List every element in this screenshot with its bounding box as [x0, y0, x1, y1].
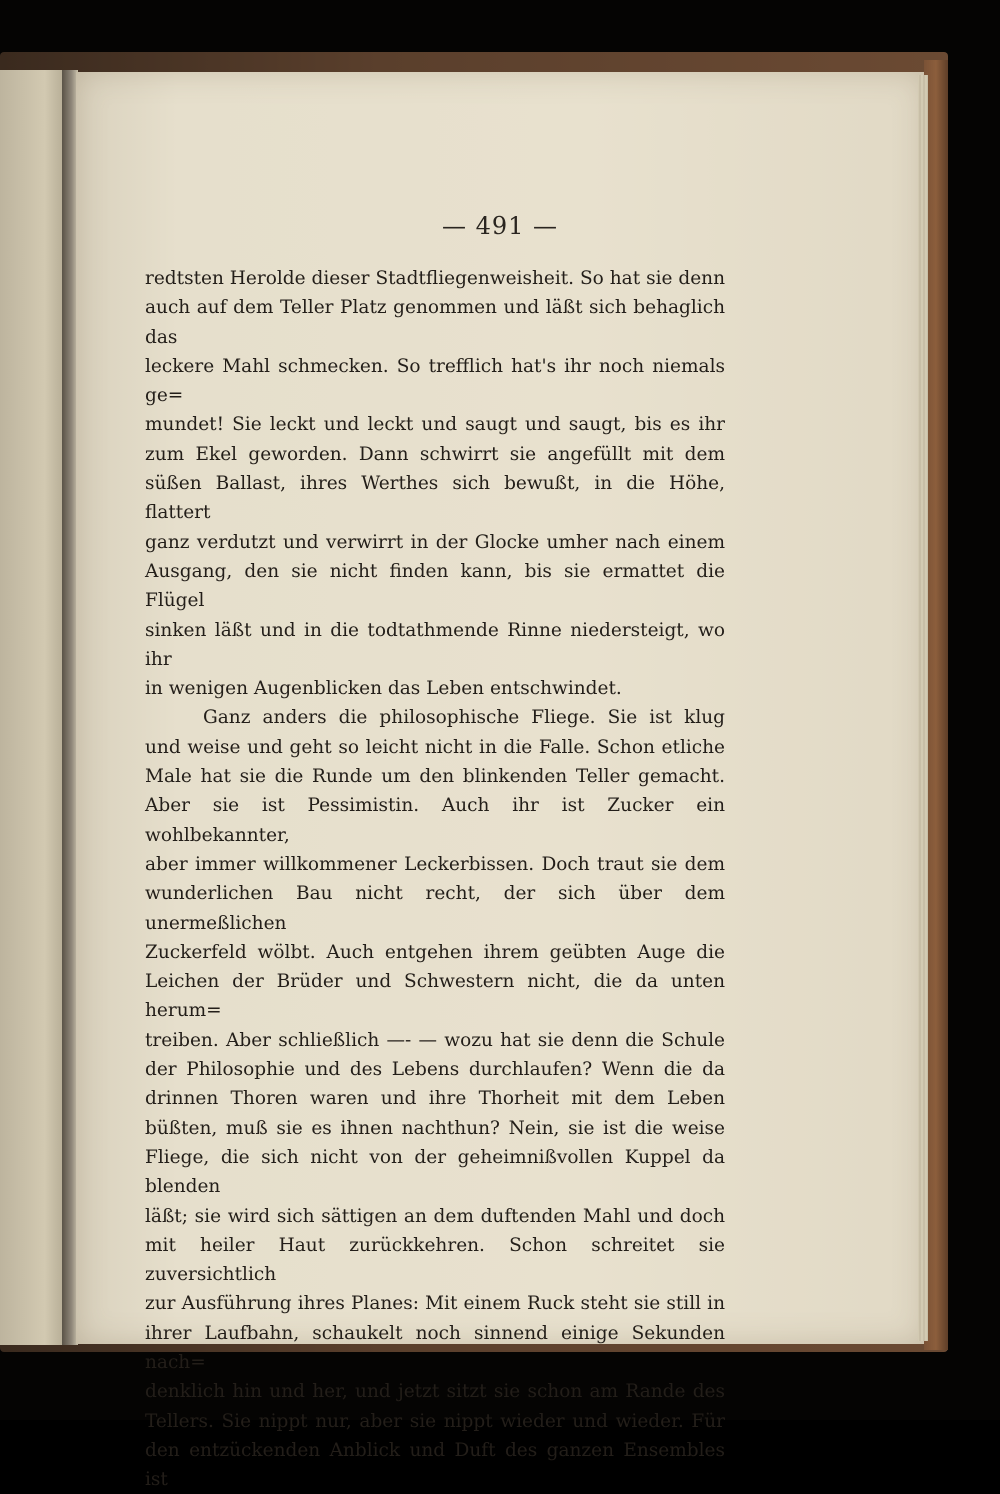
- text-line: auch auf dem Teller Platz genommen und läßt sich behaglich das: [145, 297, 725, 348]
- text-line: leckere Mahl schmecken. So trefflich hat's ihr noch niemals ge=: [145, 355, 725, 407]
- text-line: mit heiler Haut zurückkehren. Schon schreitet sie zuversichtlich: [145, 1234, 725, 1286]
- text-line: aber immer willkommener Leckerbissen. Doch traut sie dem: [145, 853, 725, 875]
- text-line: ganz verdutzt und verwirrt in der Glocke umher nach einem: [145, 531, 725, 553]
- text-line: Tellers. Sie nippt nur, aber sie nippt wieder und wieder. Für: [145, 1410, 725, 1432]
- text-line: büßten, muß sie es ihnen nachthun? Nein, sie ist die weise: [145, 1117, 725, 1139]
- text-line: redtsten Herolde dieser Stadtfliegenweisheit. So hat sie denn: [145, 268, 725, 289]
- text-line: Ganz anders die philosophische Fliege. Sie ist klug: [203, 707, 725, 729]
- text-line: zum Ekel geworden. Dann schwirrt sie angefüllt mit dem: [145, 443, 725, 465]
- text-line: süßen Ballast, ihres Werthes sich bewußt, in die Höhe, flattert: [145, 473, 725, 524]
- page-stack-edge: [918, 75, 928, 1341]
- text-line: Leichen der Brüder und Schwestern nicht, die da unten herum=: [145, 971, 725, 1022]
- text-line: ihrer Laufbahn, schaukelt noch sinnend einige Sekunden nach=: [145, 1322, 725, 1373]
- text-line: Fliege, die sich nicht von der geheimnißvollen Kuppel da blenden: [145, 1146, 725, 1198]
- text-line: der Philosophie und des Lebens durchlaufen? Wenn die da: [145, 1059, 725, 1081]
- text-line: zur Ausführung ihres Planes: Mit einem Ruck steht sie still in: [145, 1293, 725, 1315]
- text-line: denklich hin und her, und jetzt sitzt sie schon am Rande des: [145, 1381, 725, 1403]
- left-page-sliver: [0, 70, 64, 1345]
- text-line: Zuckerfeld wölbt. Auch entgehen ihrem geübten Auge die: [145, 941, 725, 963]
- text-line: Male hat sie die Runde um den blinkenden Teller gemacht.: [145, 766, 725, 788]
- text-line: Ausgang, den sie nicht finden kann, bis sie ermattet die Flügel: [145, 560, 725, 612]
- text-line: und weise und geht so leicht nicht in die Falle. Schon etliche: [145, 736, 725, 758]
- page-body-text: [145, 264, 725, 1494]
- text-line: sinken läßt und in die todtathmende Rinne niedersteigt, wo ihr: [145, 619, 725, 670]
- page-number-header: — 491 —: [441, 212, 559, 240]
- text-line: den entzückenden Anblick und Duft des ganzen Ensembles ist: [145, 1439, 725, 1491]
- text-line: treiben. Aber schließlich —- — wozu hat sie denn die Schule: [145, 1029, 725, 1051]
- text-line: in wenigen Augenblicken das Leben entschwindet.: [145, 678, 622, 700]
- text-line: läßt; sie wird sich sättigen an dem duftenden Mahl und doch: [145, 1205, 725, 1227]
- text-line: Aber sie ist Pessimistin. Auch ihr ist Zucker ein wohlbekannter,: [145, 795, 725, 846]
- text-line: mundet! Sie leckt und leckt und saugt und saugt, bis es ihr: [145, 414, 725, 436]
- text-line: wunderlichen Bau nicht recht, der sich über dem unermeßlichen: [145, 883, 725, 934]
- text-line: drinnen Thoren waren und ihre Thorheit mit dem Leben: [145, 1088, 725, 1110]
